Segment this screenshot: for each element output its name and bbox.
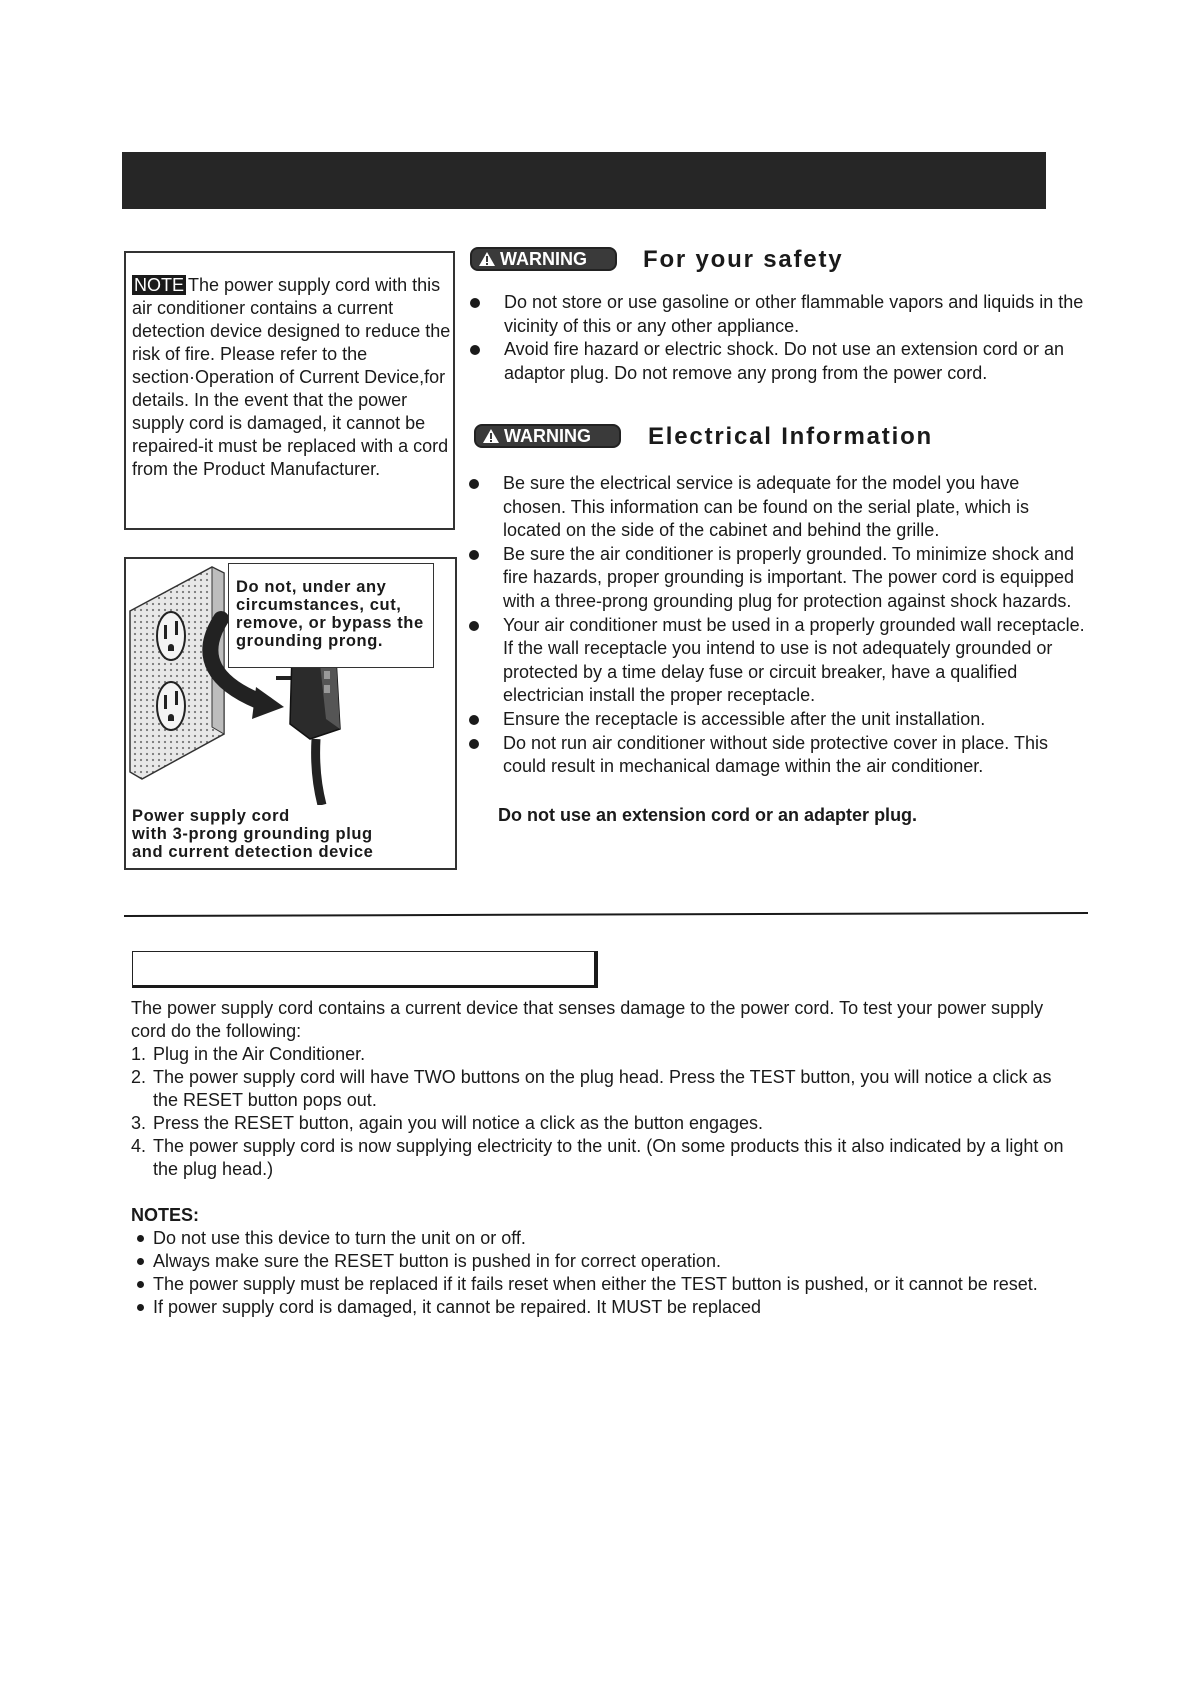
warning-badge-label: WARNING bbox=[504, 426, 591, 446]
warning-triangle-icon bbox=[482, 428, 500, 444]
notes-title: NOTES: bbox=[131, 1205, 200, 1225]
step-number: 1. bbox=[131, 1044, 147, 1064]
step-item bbox=[131, 1135, 1081, 1181]
section-heading-box bbox=[132, 951, 598, 988]
steps-list bbox=[131, 1043, 1081, 1181]
safety-title: For your safety bbox=[643, 246, 844, 273]
step-text: The power supply cord is now supplying electricity to the unit. (On some products this it also indicated by a light on the plug head.) bbox=[153, 1136, 1064, 1179]
step-number: 4. bbox=[131, 1136, 147, 1156]
note-tag: NOTE bbox=[134, 275, 185, 295]
step-text: Plug in the Air Conditioner. bbox=[153, 1044, 366, 1064]
plug-caption-line: with 3-prong grounding plug bbox=[132, 825, 373, 843]
step-item bbox=[131, 1066, 1081, 1112]
plug-caption-line: Power supply cord bbox=[132, 807, 290, 825]
list-item: Do not store or use gasoline or other flammable vapors and liquids in the vicinity of this or any other appliance. bbox=[467, 291, 1107, 338]
list-item: Be sure the electrical service is adequate for the model you have chosen. This information can be found on the serial plate, which is located on the side of the cabinet and behind the grille. bbox=[466, 472, 1086, 543]
list-item: Avoid fire hazard or electric shock. Do not use an extension cord or an adaptor plug. Do not remove any prong from the power cord. bbox=[467, 338, 1107, 385]
list-item: Your air conditioner must be used in a properly grounded wall receptacle. If the wall receptacle you intend to use is not adequately grounded or protected by a time delay fuse or circuit breaker, have a qualified electrician install the proper receptacle. bbox=[466, 614, 1086, 708]
safety-list bbox=[467, 291, 1107, 385]
warning-badge bbox=[470, 247, 617, 271]
note-item: The power supply must be replaced if it fails reset when either the TEST button is pushed, or it cannot be reset. bbox=[131, 1273, 1081, 1296]
plug-caption-line: and current detection device bbox=[132, 843, 374, 861]
electrical-title: Electrical Information bbox=[648, 423, 933, 450]
note-body: The power supply cord with this air conditioner contains a current detection device designed to reduce the risk of fire. Please refer to the section·Operation of Current Device,for details. In the event that the power supply cord is damaged, it cannot be repaired-it must be replaced with a cord from the Product Manufacturer. bbox=[132, 275, 451, 479]
step-text: Press the RESET button, again you will notice a click as the button engages. bbox=[153, 1113, 764, 1133]
header-bar bbox=[122, 152, 1046, 209]
list-item: Do not run air conditioner without side protective cover in place. This could result in mechanical damage within the air conditioner. bbox=[466, 732, 1086, 779]
step-item bbox=[131, 1112, 1081, 1135]
note-item: If power supply cord is damaged, it cannot be repaired. It MUST be replaced bbox=[131, 1296, 1081, 1319]
warning-badge bbox=[474, 424, 621, 448]
plug-illustration-body bbox=[276, 645, 340, 805]
intro-text: The power supply cord contains a current device that senses damage to the power cord. To test your power supply cord do the following: bbox=[131, 998, 1044, 1041]
electrical-list bbox=[466, 472, 1086, 779]
list-item: Be sure the air conditioner is properly grounded. To minimize shock and fire hazards, proper grounding is important. The power cord is equipped with a three-prong grounding plug for protection against shock hazards. bbox=[466, 543, 1086, 614]
current-device-section bbox=[131, 997, 1081, 1319]
step-text: The power supply cord will have TWO buttons on the plug head. Press the TEST button, you will notice a click as the RESET button pops out. bbox=[153, 1067, 1052, 1110]
note-item: Always make sure the RESET button is pushed in for correct operation. bbox=[131, 1250, 1081, 1273]
extension-warning: Do not use an extension cord or an adapter plug. bbox=[498, 805, 918, 825]
step-number: 2. bbox=[131, 1067, 147, 1087]
note-text bbox=[132, 274, 452, 481]
step-number: 3. bbox=[131, 1113, 147, 1133]
note-item: Do not use this device to turn the unit on or off. bbox=[131, 1227, 1081, 1250]
plug-caption bbox=[132, 807, 452, 861]
notes-list bbox=[131, 1227, 1081, 1319]
section-divider bbox=[124, 912, 1088, 917]
warning-triangle-icon bbox=[478, 251, 496, 267]
list-item: Ensure the receptacle is accessible after the unit installation. bbox=[466, 708, 1086, 732]
warning-badge-label: WARNING bbox=[500, 249, 587, 269]
grounding-callout: Do not, under any circumstances, cut, remove, or bypass the grounding prong. bbox=[236, 578, 424, 650]
step-item bbox=[131, 1043, 1081, 1066]
